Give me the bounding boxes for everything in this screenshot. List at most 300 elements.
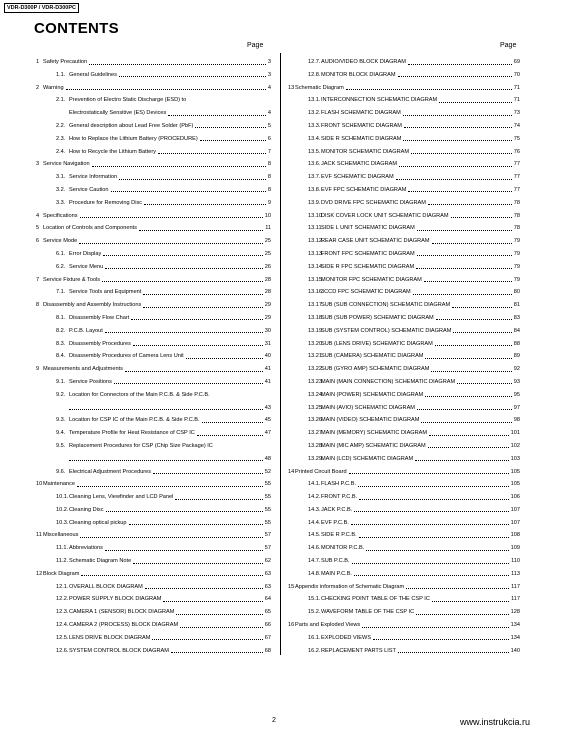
toc-entry-number: 6.2. — [56, 263, 66, 270]
toc-entry-number: 10.1. — [56, 494, 69, 501]
toc-subsection[interactable] — [288, 94, 520, 107]
toc-leader — [352, 563, 509, 564]
toc-entry-page: 107 — [510, 506, 520, 513]
toc-entry-page: 64 — [264, 596, 271, 603]
toc-entry-page: 92 — [513, 366, 520, 373]
toc-subsection[interactable] — [288, 69, 520, 82]
toc-entry-number: 13.21. — [308, 353, 324, 360]
toc-subsection[interactable] — [36, 632, 271, 645]
toc-entry-number: 15.1. — [308, 596, 321, 603]
toc-entry-page: 26 — [264, 263, 271, 270]
toc-entry-number: 13.12. — [308, 238, 324, 245]
toc-entry-page: 3 — [267, 59, 271, 65]
toc-subsection[interactable] — [288, 402, 520, 415]
toc-entry-label: Cleaning Disc — [69, 506, 104, 513]
toc-entry-number: 3.2. — [56, 186, 66, 193]
toc-subsection[interactable] — [36, 427, 271, 440]
toc-entry-page: 55 — [264, 519, 271, 526]
toc-leader — [125, 371, 263, 372]
toc-entry-number: 13.29. — [308, 455, 324, 462]
toc-entry-page: 57 — [264, 545, 271, 552]
toc-entry-page: 79 — [513, 250, 520, 257]
toc-entry-label: FLASH SCHEMATIC DIAGRAM — [321, 110, 401, 117]
toc-entry-page: 83 — [513, 314, 520, 321]
toc-entry-label: Warning — [43, 84, 64, 91]
toc-subsection[interactable] — [36, 248, 271, 261]
toc-entry-label: Service Caution — [69, 186, 109, 193]
column-divider — [280, 53, 281, 655]
toc-entry-label: Replacement Procedures for CSP (Chip Size Package) IC — [69, 442, 213, 449]
toc-entry-number: 15 — [288, 583, 295, 590]
toc-subsection[interactable] — [36, 133, 271, 146]
toc-leader — [133, 563, 263, 564]
toc-subsection[interactable] — [288, 120, 520, 133]
toc-subsection[interactable] — [288, 478, 520, 491]
toc-entry-number: 13.25. — [308, 404, 324, 411]
toc-entry-label: Temperature Profile for Heat Resistance of CSP IC — [69, 430, 195, 437]
toc-entry-label: Procedure for Removing Disc — [69, 199, 143, 206]
toc-leader — [359, 537, 509, 538]
toc-subsection[interactable] — [36, 325, 271, 338]
toc-entry-number: 11.1. — [56, 545, 69, 552]
toc-entry-number: 11 — [36, 532, 42, 539]
toc-section[interactable] — [36, 363, 271, 376]
toc-entry-label: CHECKING POINT TABLE OF THE CSP IC — [321, 596, 430, 603]
toc-subsection[interactable] — [288, 184, 520, 197]
toc-subsection[interactable] — [36, 466, 271, 479]
toc-entry-number: 10 — [36, 481, 43, 488]
toc-entry-page: 4 — [267, 110, 271, 117]
toc-subsection[interactable] — [36, 261, 271, 274]
toc-leader — [133, 345, 263, 346]
toc-subsection[interactable] — [288, 107, 520, 120]
toc-leader — [163, 601, 263, 602]
toc-entry-page: 78 — [513, 225, 520, 232]
toc-subsection[interactable] — [36, 555, 271, 568]
toc-entry-number: 6.1. — [56, 250, 66, 257]
toc-leader — [452, 307, 512, 308]
toc-entry-number: 9 — [36, 366, 40, 373]
toc-subsection[interactable] — [36, 338, 271, 351]
toc-leader — [351, 524, 509, 525]
toc-leader — [373, 639, 509, 640]
toc-subsection[interactable] — [288, 517, 520, 530]
toc-entry-continuation[interactable] — [36, 453, 271, 466]
toc-entry-number: 12.5. — [56, 634, 69, 641]
toc-leader — [413, 294, 512, 295]
toc-leader — [81, 575, 263, 576]
toc-subsection[interactable] — [288, 286, 520, 299]
toc-subsection[interactable] — [288, 261, 520, 274]
toc-entry-page: 75 — [513, 135, 520, 142]
toc-entry-page: 31 — [264, 340, 271, 347]
toc-leader — [80, 537, 263, 538]
toc-entry-label: Disassembly and Assembly Instructions — [43, 302, 142, 309]
toc-entry-number: 16.1. — [308, 634, 321, 641]
toc-entry-label: Miscellaneous — [43, 532, 79, 539]
toc-entry-number: 8.1. — [56, 314, 66, 321]
toc-entry-label: SYSTEM CONTROL BLOCK DIAGRAM — [69, 647, 169, 654]
toc-section[interactable] — [36, 56, 271, 69]
toc-subsection[interactable] — [36, 197, 271, 210]
toc-section[interactable] — [36, 529, 271, 542]
toc-entry-label: DISK COVER LOCK UNIT SCHEMATIC DIAGRAM — [321, 212, 449, 219]
toc-entry-page: 45 — [264, 417, 271, 424]
toc-entry-label: INTERCONNECTION SCHEMATIC DIAGRAM — [321, 97, 438, 104]
toc-section[interactable] — [36, 274, 271, 287]
toc-leader — [416, 268, 512, 269]
toc-entry-label: EVF SCHEMATIC DIAGRAM — [321, 174, 394, 181]
toc-entry-label: How to Replace the Lithium Battery (PROCEDURE) — [69, 135, 198, 142]
toc-entry-page: 79 — [513, 263, 520, 270]
toc-leader — [89, 64, 266, 65]
toc-leader — [66, 89, 266, 90]
page-column-header-right: Page — [500, 42, 517, 49]
toc-subsection[interactable] — [36, 581, 271, 594]
toc-subsection[interactable] — [288, 491, 520, 504]
toc-entry-page: 28 — [264, 276, 271, 283]
toc-subsection[interactable] — [288, 248, 520, 261]
page-column-header-left: Page — [247, 42, 264, 49]
toc-subsection[interactable] — [288, 210, 520, 223]
toc-entry-number: 14.7. — [308, 558, 321, 565]
toc-subsection[interactable] — [288, 568, 520, 581]
toc-leader — [457, 383, 512, 384]
toc-entry-number: 8 — [36, 302, 40, 309]
toc-entry-number: 9.2. — [56, 391, 66, 398]
toc-subsection[interactable] — [36, 491, 271, 504]
toc-entry-label: MAIN (AVIO) SCHEMATIC DIAGRAM — [321, 404, 415, 411]
toc-leader — [103, 255, 263, 256]
toc-entry-number: 13.28. — [308, 442, 324, 449]
toc-entry-number: 13.13. — [308, 250, 324, 257]
toc-subsection[interactable] — [36, 69, 271, 82]
toc-subsection[interactable] — [36, 542, 271, 555]
toc-entry-label: Location for CSP IC of the Main P.C.B. & Side P.C.B. — [69, 417, 200, 424]
toc-subsection[interactable] — [288, 299, 520, 312]
toc-subsection[interactable] — [288, 350, 520, 363]
toc-leader — [424, 281, 512, 282]
toc-entry-label: CAMERA 2 (PROCESS) BLOCK DIAGRAM — [69, 622, 179, 629]
toc-entry-label: P.C.B. Layout — [69, 327, 103, 334]
toc-entry-number: 1 — [36, 59, 40, 65]
toc-entry-label: MONITOR P.C.B. — [321, 545, 365, 552]
toc-entry-label: SUB (LENS DRIVE) SCHEMATIC DIAGRAM — [321, 340, 433, 347]
toc-leader — [425, 396, 512, 397]
toc-leader — [129, 524, 263, 525]
toc-subsection[interactable] — [288, 504, 520, 517]
toc-entry-page: 4 — [267, 84, 271, 91]
toc-entry-page: 108 — [510, 532, 520, 539]
toc-leader — [358, 486, 509, 487]
toc-entry-page: 74 — [513, 122, 520, 129]
toc-subsection[interactable] — [36, 350, 271, 363]
toc-entry-number: 8.4. — [56, 353, 66, 360]
toc-entry-page: 78 — [513, 199, 520, 206]
toc-leader — [404, 127, 512, 128]
toc-section[interactable] — [36, 299, 271, 312]
toc-subsection[interactable] — [288, 453, 520, 466]
toc-entry-page: 71 — [513, 97, 520, 104]
toc-entry-page: 68 — [264, 647, 271, 654]
toc-subsection[interactable] — [288, 376, 520, 389]
toc-leader — [197, 435, 263, 436]
toc-leader — [153, 473, 263, 474]
toc-entry-number: 12.4. — [56, 622, 69, 629]
toc-entry-label: EXPLODED VIEWS — [321, 634, 372, 641]
toc-subsection[interactable] — [288, 133, 520, 146]
toc-entry-page: 105 — [510, 481, 520, 488]
toc-entry-number: 9.6. — [56, 468, 66, 475]
toc-entry-page: 95 — [513, 391, 520, 398]
toc-entry-label: Disassembly Procedures — [69, 340, 131, 347]
toc-leader — [111, 191, 266, 192]
toc-section[interactable] — [36, 158, 271, 171]
toc-entry-page: 41 — [264, 378, 271, 385]
toc-entry-page: 8 — [267, 174, 271, 181]
toc-entry-page: 55 — [264, 494, 271, 501]
toc-entry-number: 13.26. — [308, 417, 324, 424]
toc-entry-label: REPLACEMENT PARTS LIST — [321, 647, 396, 654]
toc-leader — [105, 268, 263, 269]
toc-entry-page: 103 — [510, 455, 520, 462]
toc-entry-label: SUB P.C.B. — [321, 558, 350, 565]
toc-subsection[interactable] — [288, 593, 520, 606]
toc-subsection[interactable] — [36, 517, 271, 530]
toc-subsection[interactable] — [36, 504, 271, 517]
toc-entry-number: 2.1. — [56, 97, 66, 104]
toc-subsection[interactable] — [288, 56, 520, 69]
toc-entry-number: 13.24. — [308, 391, 324, 398]
toc-entry-page: 101 — [510, 430, 520, 437]
toc-entry-page: 69 — [513, 59, 520, 65]
toc-leader — [415, 460, 509, 461]
toc-section[interactable] — [288, 82, 520, 95]
toc-subsection[interactable] — [36, 94, 271, 107]
toc-entry-page: 93 — [513, 378, 520, 385]
toc-leader — [366, 550, 509, 551]
toc-entry-number: 14.4. — [308, 519, 321, 526]
toc-entry-number: 9.3. — [56, 417, 66, 424]
toc-leader — [171, 652, 263, 653]
toc-section[interactable] — [288, 466, 520, 479]
toc-entry-page: 110 — [511, 558, 520, 565]
toc-subsection[interactable] — [36, 645, 271, 658]
toc-leader — [152, 639, 263, 640]
toc-entry-page: 41 — [264, 366, 271, 373]
toc-entry-page: 30 — [264, 327, 271, 334]
toc-entry-page: 70 — [513, 71, 520, 78]
toc-entry-page: 29 — [264, 314, 271, 321]
toc-leader — [417, 230, 512, 231]
toc-entry-label: MONITOR BLOCK DIAGRAM — [321, 71, 396, 78]
toc-subsection[interactable] — [36, 312, 271, 325]
toc-subsection[interactable] — [288, 529, 520, 542]
toc-entry-page: 88 — [513, 340, 520, 347]
toc-entry-page: 140 — [510, 647, 520, 654]
toc-entry-number: 7 — [36, 276, 40, 283]
toc-entry-number: 13.2. — [308, 110, 321, 117]
toc-entry-label: CAMERA 1 (SENSOR) BLOCK DIAGRAM — [69, 609, 175, 616]
toc-entry-label: DVD DRIVE FPC SCHEMATIC DIAGRAM — [321, 199, 426, 206]
toc-leader — [119, 179, 266, 180]
toc-leader — [421, 422, 512, 423]
toc-subsection[interactable] — [36, 184, 271, 197]
toc-entry-page: 55 — [264, 481, 271, 488]
toc-entry-number: 13.20. — [308, 340, 324, 347]
toc-entry-label: Location for Connectors of the Main P.C.B. & Side P.C.B. — [69, 391, 210, 398]
toc-entry-page: 28 — [264, 289, 271, 296]
toc-entry-page: 62 — [264, 558, 271, 565]
toc-leader — [92, 166, 266, 167]
toc-entry-label: Specifications — [43, 212, 78, 219]
toc-subsection[interactable] — [36, 606, 271, 619]
toc-section[interactable] — [36, 222, 271, 235]
toc-entry-number: 12.7. — [308, 59, 321, 65]
toc-entry-number: 16 — [288, 622, 295, 629]
toc-entry-page: 79 — [513, 276, 520, 283]
toc-leader — [439, 102, 512, 103]
toc-entry-number: 14.3. — [308, 506, 321, 513]
toc-subsection[interactable] — [288, 158, 520, 171]
toc-subsection[interactable] — [36, 440, 271, 453]
toc-entry-label: LENS DRIVE BLOCK DIAGRAM — [69, 634, 151, 641]
toc-entry-label: Electrostatically Sensitive (ES) Devices — [69, 110, 167, 117]
toc-leader — [359, 499, 509, 500]
toc-subsection[interactable] — [36, 414, 271, 427]
toc-leader — [432, 243, 512, 244]
toc-subsection[interactable] — [36, 619, 271, 632]
toc-section[interactable] — [36, 478, 271, 491]
toc-entry-page: 40 — [264, 353, 271, 360]
toc-subsection[interactable] — [288, 427, 520, 440]
toc-leader — [79, 243, 263, 244]
toc-subsection[interactable] — [288, 542, 520, 555]
toc-leader — [403, 140, 512, 141]
toc-entry-number: 14.8. — [308, 570, 321, 577]
toc-subsection[interactable] — [36, 146, 271, 159]
toc-subsection[interactable] — [36, 389, 271, 402]
toc-entry-label: JACK SCHEMATIC DIAGRAM — [321, 161, 398, 168]
toc-section[interactable] — [36, 235, 271, 248]
toc-section[interactable] — [36, 82, 271, 95]
toc-entry-number: 3.1. — [56, 174, 66, 181]
toc-subsection[interactable] — [288, 440, 520, 453]
toc-entry-page: 29 — [264, 302, 271, 309]
toc-entry-number: 2.3. — [56, 135, 66, 142]
toc-entry-page: 97 — [513, 404, 520, 411]
toc-entry-label: SUB (SYSTEM CONTROL) SCHEMATIC DIAGRAM — [321, 327, 452, 334]
toc-subsection[interactable] — [288, 338, 520, 351]
toc-subsection[interactable] — [288, 235, 520, 248]
toc-entry-label: Schematic Diagram — [295, 84, 344, 91]
toc-subsection[interactable] — [288, 363, 520, 376]
toc-subsection[interactable] — [288, 222, 520, 235]
toc-subsection[interactable] — [288, 312, 520, 325]
toc-entry-page: 47 — [264, 430, 271, 437]
toc-entry-page: 52 — [264, 468, 271, 475]
toc-entry-number: 14.2. — [308, 494, 321, 501]
toc-subsection[interactable] — [288, 171, 520, 184]
toc-section[interactable] — [36, 210, 271, 223]
toc-entry-label: MAIN (POWER) SCHEMATIC DIAGRAM — [321, 391, 424, 398]
toc-entry-continuation[interactable] — [36, 107, 271, 120]
toc-entry-number: 13.15. — [308, 276, 324, 283]
toc-subsection[interactable] — [36, 286, 271, 299]
toc-entry-label: Service Fixture & Tools — [43, 276, 101, 283]
toc-entry-number: 9.4. — [56, 430, 66, 437]
toc-leader — [408, 64, 512, 65]
toc-entry-label: SUB (SUB POWER) SCHEMATIC DIAGRAM — [321, 314, 434, 321]
toc-entry-page: 84 — [513, 327, 520, 334]
toc-entry-number: 13.8. — [308, 186, 321, 193]
toc-subsection[interactable] — [36, 120, 271, 133]
toc-leader — [435, 345, 512, 346]
toc-subsection[interactable] — [288, 325, 520, 338]
toc-entry-page: 98 — [513, 417, 520, 424]
toc-entry-label: SIDE R P.C.B. — [321, 532, 357, 539]
toc-leader — [396, 179, 512, 180]
toc-leader — [431, 371, 512, 372]
toc-entry-page: 73 — [513, 110, 520, 117]
toc-subsection[interactable] — [288, 632, 520, 645]
toc-entry-page: 9 — [267, 199, 271, 206]
toc-subsection[interactable] — [288, 197, 520, 210]
toc-leader — [105, 550, 263, 551]
toc-entry-continuation[interactable] — [36, 402, 271, 415]
toc-section[interactable] — [36, 568, 271, 581]
toc-entry-label: Cleaning Lens, Viewfinder and LCD Panel — [69, 494, 174, 501]
toc-leader — [145, 588, 263, 589]
toc-entry-page: 76 — [513, 148, 520, 155]
toc-entry-number: 14.6. — [308, 545, 321, 552]
toc-entry-number: 12.6. — [56, 647, 69, 654]
toc-leader — [416, 614, 509, 615]
toc-subsection[interactable] — [36, 593, 271, 606]
toc-section[interactable] — [288, 619, 520, 632]
toc-entry-label: Error Display — [69, 250, 102, 257]
toc-entry-page: 134 — [510, 622, 520, 629]
toc-column-left — [36, 56, 271, 657]
toc-entry-label: REAR CASE UNIT SCHEMATIC DIAGRAM — [321, 238, 430, 245]
toc-subsection[interactable] — [288, 389, 520, 402]
toc-subsection[interactable] — [36, 171, 271, 184]
toc-entry-page: 25 — [264, 250, 271, 257]
toc-entry-label: OVERALL BLOCK DIAGRAM — [69, 583, 143, 590]
toc-subsection[interactable] — [288, 645, 520, 658]
toc-subsection[interactable] — [288, 274, 520, 287]
toc-entry-number: 14 — [288, 468, 295, 475]
toc-entry-number: 9.5. — [56, 442, 66, 449]
toc-entry-label: Service Information — [69, 174, 118, 181]
toc-subsection[interactable] — [288, 414, 520, 427]
toc-entry-number: 12.3. — [56, 609, 69, 616]
toc-entry-label: SUB (SUB CONNECTION) SCHEMATIC DIAGRAM — [321, 302, 451, 309]
toc-subsection[interactable] — [288, 146, 520, 159]
toc-entry-number: 2.4. — [56, 148, 66, 155]
toc-entry-number: 13.1. — [308, 97, 321, 104]
toc-entry-label: MAIN P.C.B. — [321, 570, 352, 577]
toc-entry-number: 15.2. — [308, 609, 321, 616]
toc-subsection[interactable] — [36, 376, 271, 389]
toc-entry-page: 105 — [510, 468, 520, 475]
toc-subsection[interactable] — [288, 606, 520, 619]
toc-entry-label: Cleaning optical pickup — [69, 519, 127, 526]
toc-section[interactable] — [288, 581, 520, 594]
toc-leader — [398, 76, 512, 77]
toc-entry-number: 13.23. — [308, 378, 324, 385]
toc-subsection[interactable] — [288, 555, 520, 568]
